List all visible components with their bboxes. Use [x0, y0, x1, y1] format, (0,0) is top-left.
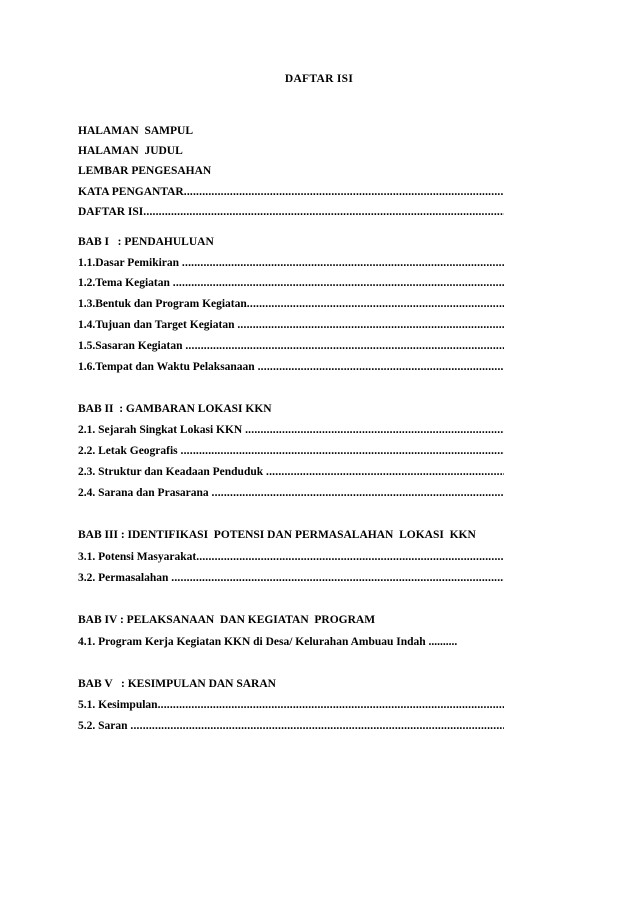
toc-leader-dots: [185, 340, 504, 352]
toc-entry: [78, 464, 504, 480]
toc-entry-text: 2.1. Sejarah Singkat Lokasi KKN: [78, 424, 246, 436]
toc-entry: [78, 163, 504, 179]
toc-entry-text: 4.1. Program Kerja Kegiatan KKN di Desa/ Kelurahan Ambuau Indah ..........: [78, 636, 458, 648]
toc-leader-dots: [266, 466, 504, 478]
toc-entry-text: DAFTAR ISI: [78, 206, 144, 218]
toc-leader-dots: [143, 206, 504, 218]
toc-leader-dots: [130, 720, 504, 732]
toc-entry: [78, 123, 504, 139]
toc-entry: [78, 401, 504, 417]
toc-entry-text: 5.2. Saran: [78, 720, 131, 732]
toc-entry: [78, 317, 504, 333]
toc-entry: [78, 718, 504, 734]
toc-entry-text: 3.2. Permasalahan: [78, 572, 172, 584]
toc-leader-dots: [212, 487, 504, 499]
toc-entry-text: 3.1. Potensi Masyarakat: [78, 551, 197, 563]
toc-entry: [78, 275, 504, 291]
toc-entry: [78, 527, 504, 543]
toc-leader-dots: [184, 186, 504, 198]
toc-entry: [78, 184, 504, 200]
toc-entry-text: HALAMAN JUDUL: [78, 145, 183, 157]
toc-entry-text: 1.6.Tempat dan Waktu Pelaksanaan: [78, 361, 258, 373]
toc-leader-dots: [258, 361, 504, 373]
toc-entry-text: 1.5.Sasaran Kegiatan: [78, 340, 186, 352]
toc-leader-dots: [237, 319, 504, 331]
toc-entry: [78, 338, 504, 354]
toc-title: DAFTAR ISI: [284, 73, 354, 85]
toc-entry: [78, 549, 504, 565]
toc-entry-text: 1.1.Dasar Pemikiran: [78, 257, 182, 269]
toc-leader-dots: [158, 699, 504, 711]
toc-entry: [78, 234, 504, 250]
toc-entry: [78, 422, 504, 438]
toc-leader-dots: [173, 277, 504, 289]
toc-entry: [78, 443, 504, 459]
toc-entry-text: BAB II : GAMBARAN LOKASI KKN: [78, 403, 272, 415]
toc-entry-text: 2.2. Letak Geografis: [78, 445, 181, 457]
toc-entry: [78, 255, 504, 271]
toc-leader-dots: [181, 445, 504, 457]
toc-entry-text: 1.2.Tema Kegiatan: [78, 277, 173, 289]
toc-entry-text: BAB I : PENDAHULUAN: [78, 236, 214, 248]
toc-entry-text: 1.4.Tujuan dan Target Kegiatan: [78, 319, 238, 331]
toc-entry: [78, 204, 504, 220]
toc-leader-dots: [247, 298, 504, 310]
toc-entry: [78, 143, 504, 159]
toc-entry: [78, 612, 504, 628]
toc-entry-text: LEMBAR PENGESAHAN: [78, 165, 212, 177]
toc-entry: [78, 485, 504, 501]
toc-entry: [78, 359, 504, 375]
toc-entry-text: HALAMAN SAMPUL: [78, 125, 193, 137]
toc-entry: [78, 697, 504, 713]
toc-leader-dots: [245, 424, 504, 436]
toc-entry: [78, 296, 504, 312]
toc-leader-dots: [182, 257, 504, 269]
toc-entry-text: 2.4. Sarana dan Prasarana: [78, 487, 212, 499]
toc-leader-dots: [196, 551, 504, 563]
toc-entry: [78, 570, 504, 586]
toc-entry-text: BAB V : KESIMPULAN DAN SARAN: [78, 678, 276, 690]
toc-entry-text: 2.3. Struktur dan Keadaan Penduduk: [78, 466, 267, 478]
toc-entry: [78, 676, 504, 692]
toc-leader-dots: [171, 572, 504, 584]
toc-entry-text: KATA PENGANTAR: [78, 186, 184, 198]
toc-entry-text: BAB IV : PELAKSANAAN DAN KEGIATAN PROGRAM: [78, 614, 376, 626]
toc-entry-text: 1.3.Bentuk dan Program Kegiatan: [78, 298, 247, 310]
toc-entry: [78, 634, 504, 650]
toc-entry-text: BAB III : IDENTIFIKASI POTENSI DAN PERMASALAHAN LOKASI KKN: [78, 529, 476, 541]
toc-entry-text: 5.1. Kesimpulan: [78, 699, 158, 711]
